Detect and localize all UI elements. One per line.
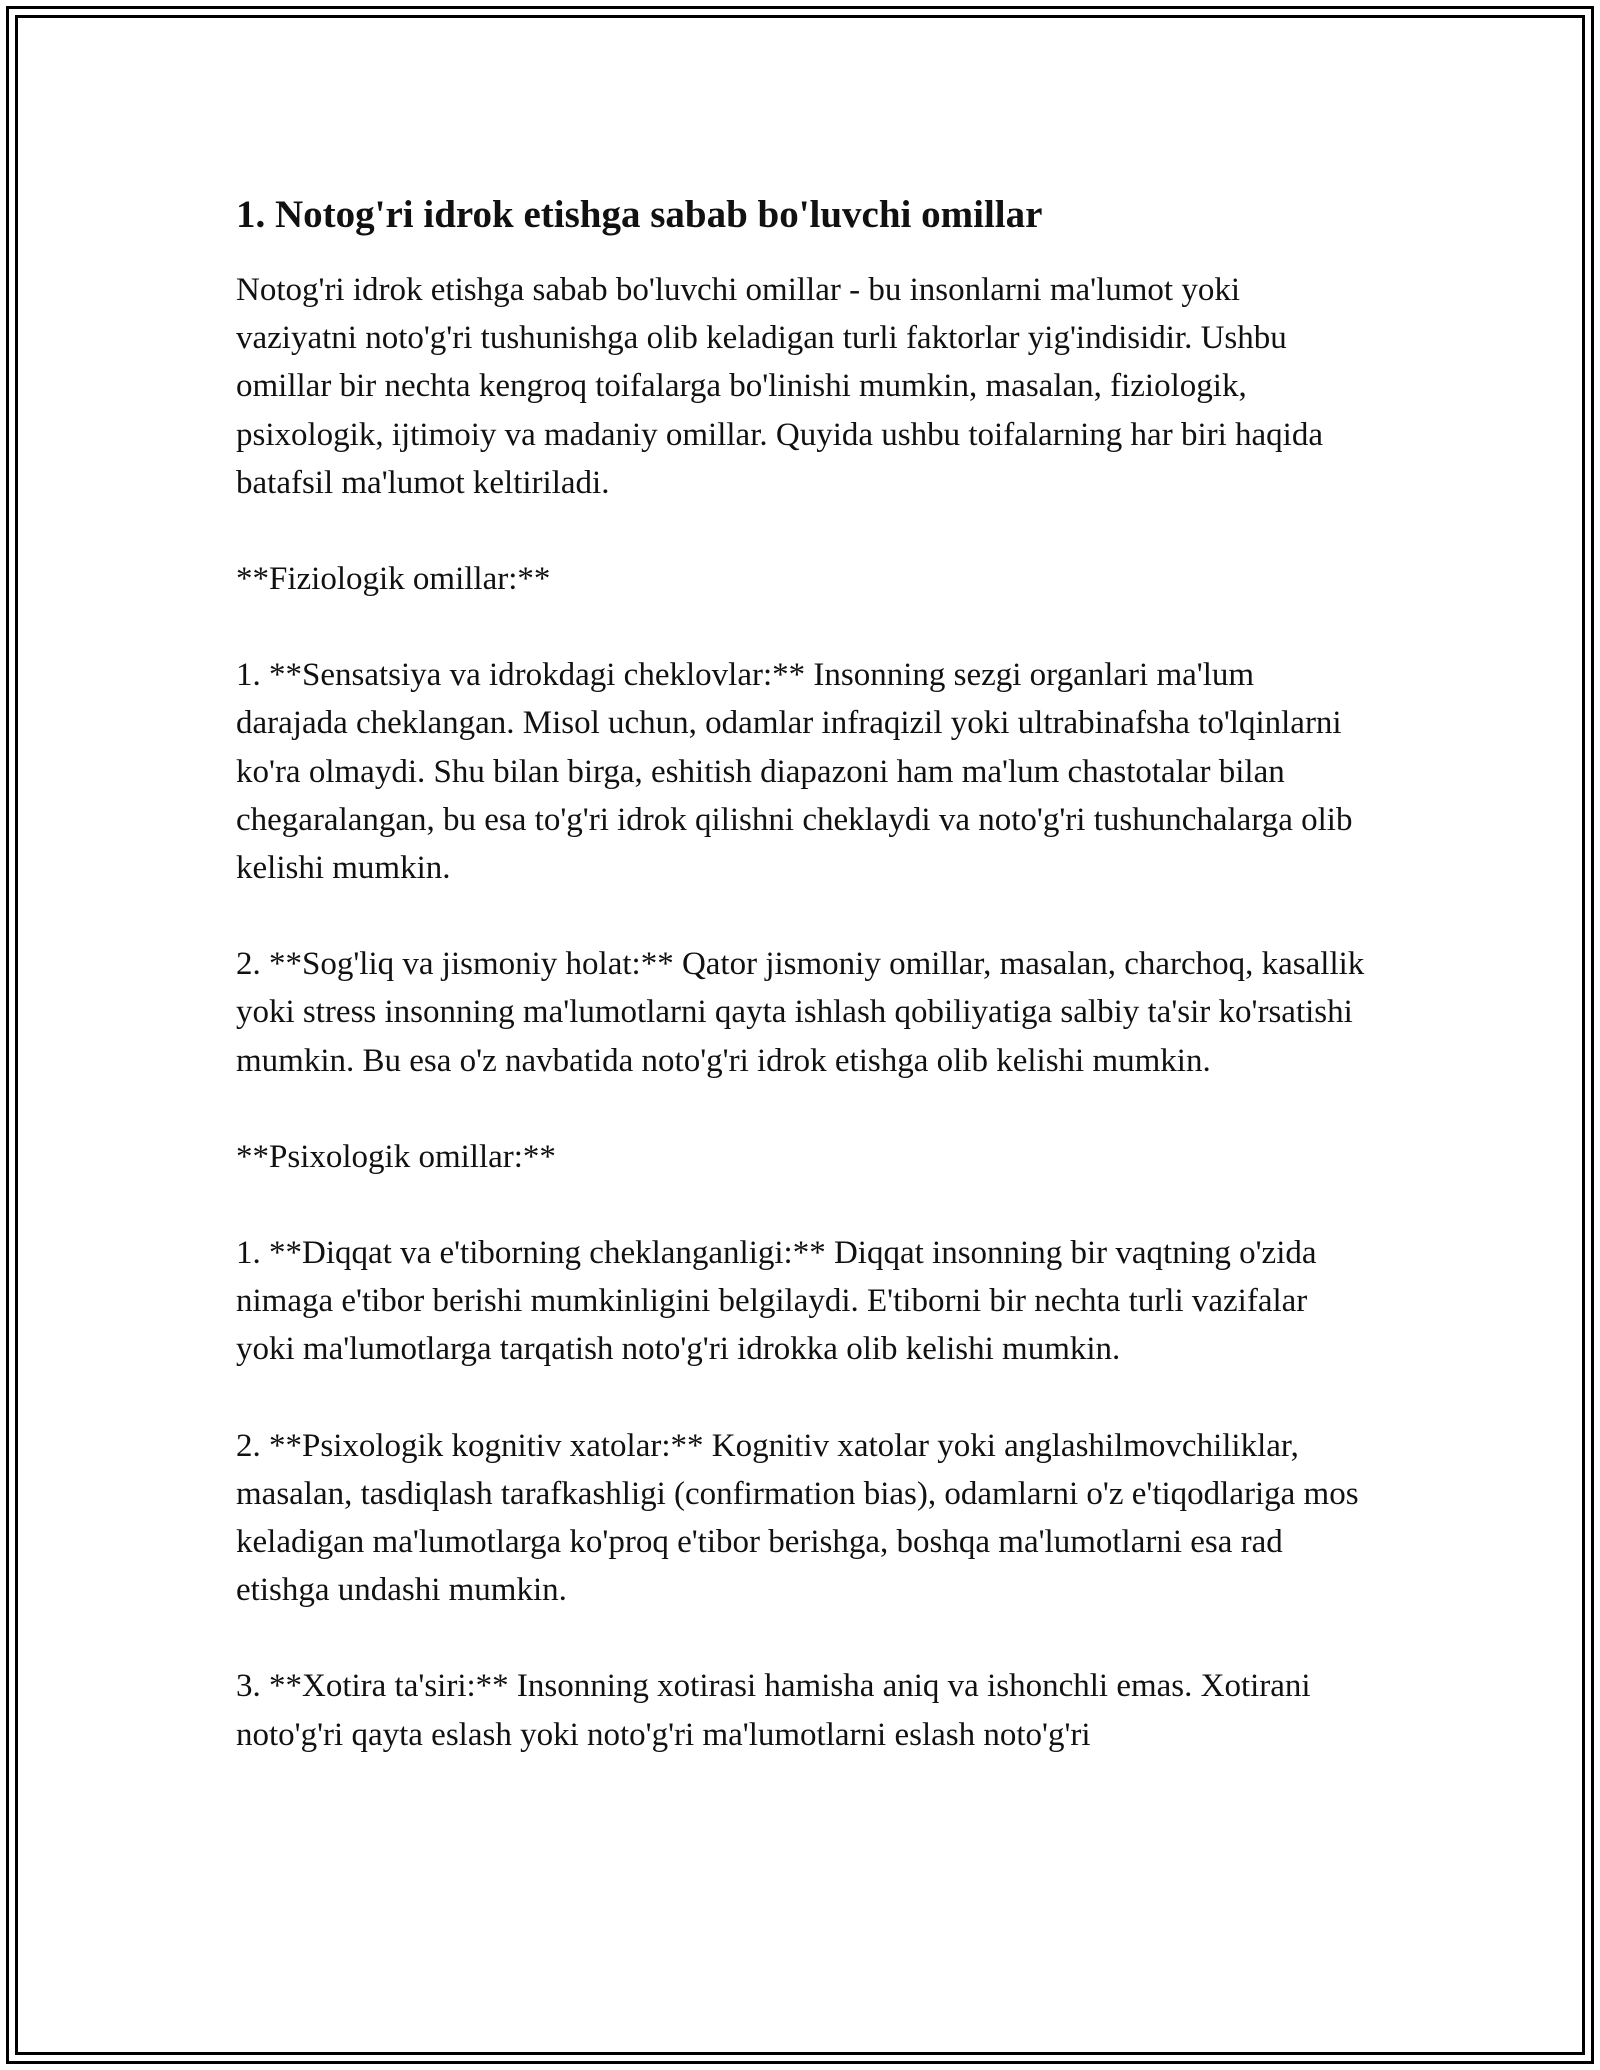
section-heading-physiological: **Fiziologik omillar:** xyxy=(236,561,551,598)
list-item-cognitive-errors: 2. **Psixologik kognitiv xatolar:** Kognitiv xatolar yoki anglashilmovchiliklar, masalan, tasdiqlash tarafkashligi (confirmation bias), odamlarni o'z e'tiqodlariga mos keladigan ma'lumotlarga ko'proq e'tibor berishga, boshqa ma'lumotlarni esa rad etishga undashi mumkin. xyxy=(236,1427,1359,1609)
list-item-sensation-limits: 1. **Sensatsiya va idrokdagi cheklovlar:** Insonning sezgi organlari ma'lum darajada cheklangan. Misol uchun, odamlar infraqizil yoki ultrabinafsha to'lqinlarni ko'ra olmaydi. Shu bilan birga, eshitish diapazoni ham ma'lum chastotalar bilan chegaralangan, bu esa to'g'ri idrok qilishni cheklaydi va noto'g'ri tushunchalarga olib kelishi mumkin. xyxy=(236,657,1353,887)
intro-paragraph: Notog'ri idrok etishga sabab bo'luvchi omillar - bu insonlarni ma'lumot yoki vaziyatni noto'g'ri tushunishga olib keladigan turli faktorlar yig'indisidir. Ushbu omillar bir nechta kengroq toifalarga bo'linishi mumkin, masalan, fiziologik, psixologik, ijtimoiy va madaniy omillar. Quyida ushbu toifalarning har biri haqida batafsil ma'lumot keltiriladi. xyxy=(236,272,1323,501)
list-item-attention-limits: 1. **Diqqat va e'tiborning cheklanganligi:** Diqqat insonning bir vaqtning o'zida nimaga e'tibor berishi mumkinligini belgilaydi. E'tiborni bir nechta turli vazifalar yoki ma'lumotlarga tarqatish noto'g'ri idrokka olib kelishi mumkin. xyxy=(236,1235,1317,1368)
document-title: 1. Notog'ri idrok etishga sabab bo'luvchi omillar xyxy=(236,193,1043,236)
list-item-memory-effect: 3. **Xotira ta'siri:** Insonning xotirasi hamisha aniq va ishonchli emas. Xotirani noto'g'ri qayta eslash yoki noto'g'ri ma'lumotlarni eslash noto'g'ri xyxy=(236,1668,1311,1753)
list-item-health-condition: 2. **Sog'liq va jismoniy holat:** Qator jismoniy omillar, masalan, charchoq, kasallik yoki stress insonning ma'lumotlarni qayta ishlash qobiliyatiga salbiy ta'sir ko'rsatishi mumkin. Bu esa o'z navbatida noto'g'ri idrok etishga olib kelishi mumkin. xyxy=(236,946,1365,1079)
document-body xyxy=(236,186,1366,1807)
section-heading-psychological: **Psixologik omillar:** xyxy=(236,1138,556,1175)
